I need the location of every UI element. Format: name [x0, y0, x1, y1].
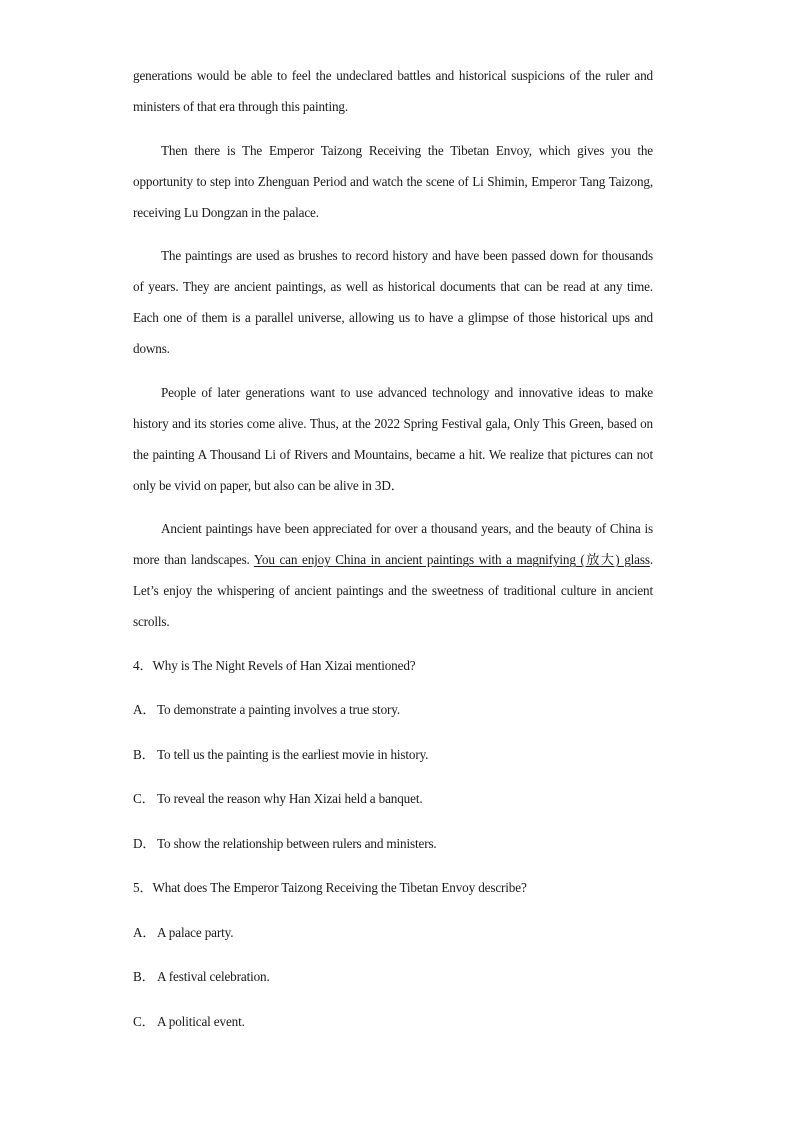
option-text: A palace party.: [157, 924, 234, 940]
option-text: To tell us the painting is the earliest movie in history.: [157, 746, 429, 762]
option-letter: C．: [133, 791, 155, 806]
passage-paragraph-3: The paintings are used as brushes to record history and have been passed down for thousands of years. They are ancient paintings, as well as historical documents that can be read at any time. Each one of them is a parallel universe, allowing us to have a glimpse of those historical ups and downs.: [133, 248, 653, 356]
paragraph-5-text-end: . Let’s enjoy the whispering of ancient paintings and the sweetness of traditional culture in ancient scrolls.: [133, 552, 653, 629]
option-text: A festival celebration.: [157, 969, 270, 984]
answer-option[interactable]: [133, 961, 653, 992]
option-letter: A．: [133, 702, 156, 717]
answer-option[interactable]: [133, 828, 653, 859]
question-text: Why is The Night Revels of Han Xizai mentioned?: [152, 657, 416, 673]
question-number: 4．: [133, 657, 153, 673]
option-letter: A．: [133, 924, 156, 940]
passage-paragraph-4: People of later generations want to use advanced technology and innovative ideas to make history and its stories come alive. Thus, at the 2022 Spring Festival gala, Only This Green, based on the painting A Thousand Li of Rivers and Mountains, became a hit. We realize that pictures can not only be vivid on paper, but also can be alive in 3D．: [133, 384, 653, 493]
question-number: 5．: [133, 880, 153, 895]
question-5: [133, 872, 653, 1037]
option-letter: B．: [133, 746, 155, 762]
option-letter: C．: [133, 1013, 155, 1029]
option-text: To show the relationship between rulers and ministers.: [157, 835, 437, 851]
answer-option[interactable]: [133, 739, 653, 770]
document-page: [133, 60, 653, 1050]
paragraph-5-text: Ancient paintings have been appreciated for over a thousand years, and the beauty of China is more than landscapes.: [133, 521, 653, 567]
answer-option[interactable]: [133, 1006, 653, 1037]
question-text: What does The Emperor Taizong Receiving the Tibetan Envoy describe?: [152, 880, 527, 895]
passage-paragraph-1: generations would be able to feel the undeclared battles and historical suspicions of the ruler and ministers of that era through this painting.: [133, 68, 653, 114]
answer-option[interactable]: [133, 694, 653, 725]
passage-paragraph-5: [133, 513, 653, 637]
option-letter: B．: [133, 969, 155, 984]
question-4: [133, 650, 653, 859]
underlined-sentence: You can enjoy China in ancient paintings with a magnifying (放大) glass: [253, 552, 650, 567]
answer-option[interactable]: [133, 783, 653, 814]
option-text: To reveal the reason why Han Xizai held a banquet.: [157, 791, 423, 806]
answer-option[interactable]: [133, 917, 653, 948]
question-stem: [133, 872, 653, 903]
passage-paragraph-2: Then there is The Emperor Taizong Receiving the Tibetan Envoy, which gives you the opportunity to step into Zhenguan Period and watch the scene of Li Shimin, Emperor Tang Taizong, receiving Lu Dongzan in the palace.: [133, 142, 653, 220]
option-letter: D．: [133, 835, 156, 851]
option-text: To demonstrate a painting involves a true story.: [157, 702, 400, 717]
question-stem: [133, 650, 653, 681]
option-text: A political event.: [157, 1013, 245, 1029]
